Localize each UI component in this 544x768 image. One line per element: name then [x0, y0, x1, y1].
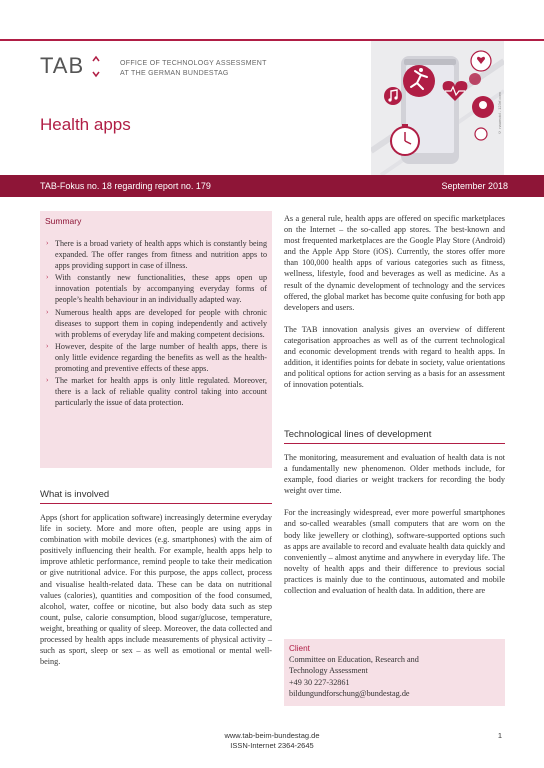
- office-name: [120, 59, 267, 79]
- what-is-involved-text: [40, 512, 272, 667]
- hero-illustration: [371, 41, 504, 175]
- section-divider: [284, 443, 505, 444]
- page-number: 1: [497, 731, 502, 740]
- summary-item-text: However, despite of the large number of health apps, there is only little evidence regarding the benefits as well as the health-promoting and preventive effects of these apps.: [55, 341, 267, 374]
- client-line: Technology Assessment: [289, 666, 368, 676]
- tab-logo: [40, 51, 104, 81]
- smartphone-health-illustration: [371, 41, 504, 175]
- image-credit: © naumoid - 123rf.com: [497, 92, 502, 135]
- report-number: TAB-Fokus no. 18 regarding report no. 179: [40, 181, 211, 191]
- list-item: [45, 238, 267, 271]
- bullet-icon: ›: [46, 307, 49, 316]
- right-column-development: [284, 452, 505, 596]
- client-line: Committee on Education, Research and: [289, 655, 419, 665]
- client-box: [284, 639, 505, 706]
- list-item: [45, 272, 267, 305]
- section-divider: [40, 503, 272, 504]
- client-email[interactable]: bildungundforschung@bundestag.de: [289, 688, 410, 698]
- bullet-icon: ›: [46, 273, 49, 282]
- page-title: Health apps: [40, 115, 131, 134]
- logo-text: TAB: [40, 53, 85, 78]
- summary-heading: Summary: [45, 216, 82, 226]
- list-item: [45, 375, 267, 408]
- office-line-1: OFFICE OF TECHNOLOGY ASSESSMENT: [120, 60, 267, 67]
- summary-item-text: With constantly new functionalities, these apps open up innovation potentials by accompanying everyday forms of people’s health behaviour in an individually adapted way.: [55, 273, 267, 305]
- report-info-band: [0, 175, 544, 197]
- paragraph: Apps (short for application software) increasingly determine everyday life in society. More and more often, people are using apps in combination with mobile devices (e.g. smartphones) with the aim of positively influencing their health. For example, health apps help to improve athletic performance, remind people to take their medication or give nutritional advice. For this purpose, the apps collect, process and visualise health-related data. These can be data on nutritional values (calories), quantities and composition of the food consumed, alcohol, water, coffee or nicotine, but also body data such as step count, pulse, calorie consumption, blood sugar/glucose, temperature, weight, breathing or quality of sleep. Moreover, the data collected and processed by health apps include measurements of physical activity – such as sport, sleep or sex – as well as emotional or mental well-being.: [40, 513, 272, 667]
- summary-box: [40, 211, 272, 468]
- music-icon: [384, 87, 402, 105]
- summary-list: [45, 238, 267, 408]
- bullet-icon: ›: [46, 341, 49, 350]
- summary-item-text: Numerous health apps are developed for people with chronic diseases to support them in coping independently and actively with problems of everyday life and making competent decisions.: [55, 307, 267, 339]
- summary-item-text: There is a broad variety of health apps which is constantly being expanded. The offer ranges from fitness and nutrition apps to apps providing support in case of illness.: [55, 239, 267, 271]
- bullet-icon: ›: [46, 239, 49, 247]
- paragraph: The monitoring, measurement and evaluation of health data is not a fundamentally new phenomenon. Older methods include, for example, food diaries or weight trackers for recording the body weight over time.: [284, 453, 505, 496]
- what-is-involved-heading: What is involved: [40, 489, 110, 500]
- list-item: [45, 341, 267, 374]
- footer: [0, 731, 544, 751]
- footer-issn: ISSN-Internet 2364-2645: [230, 741, 314, 750]
- paragraph: As a general rule, health apps are offered on specific marketplaces on the Internet – the so-called app stores. The best-known and most frequented marketplaces are the Google Play Store (Android) and the Apple App Store (iOS). Currently, the stores offer more than 100,000 health apps of various categories such as fitness, wellness, lifestyle, food and beverages as well as medicine. As a result of the dynamic development of technology and the services offered, the global market has become quite confusing for both app developers and users.: [284, 214, 505, 312]
- paragraph: The TAB innovation analysis gives an overview of different categorisation approaches as well as of the current technological and economic development trends with regard to health apps. In addition, it identifies points for debate in society, value orientations and political options for action serving as a basis for an assessment of innovation potentials.: [284, 324, 505, 390]
- client-label: Client: [289, 644, 310, 653]
- list-item: [45, 307, 267, 340]
- report-date: September 2018: [441, 181, 508, 191]
- summary-item-text: The market for health apps is only little regulated. Moreover, there is a lack of reliable quality control taking into account particularly the issue of data protection.: [55, 376, 267, 408]
- paragraph: For the increasingly widespread, ever more powerful smartphones and so-called wearables (small computers that are worn on the body like jewellery or clothing), software-supported options such as apps are available to record and evaluate health data quickly and conveniently – almost anytime and anywhere in everyday life. The novelty of health apps and their difference to previous social practices is mainly due to the continuous, automated and mobile collection and evaluation of health data. In addition, there are: [284, 508, 505, 596]
- bike-icon: [475, 128, 487, 140]
- bullet-icon: ›: [46, 376, 49, 385]
- office-line-2: AT THE GERMAN BUNDESTAG: [120, 70, 229, 77]
- client-phone: +49 30 227-32861: [289, 677, 350, 687]
- technological-lines-heading: Technological lines of development: [284, 429, 432, 440]
- right-column-intro: [284, 213, 505, 390]
- footer-url[interactable]: www.tab-beim-bundestag.de: [224, 731, 320, 740]
